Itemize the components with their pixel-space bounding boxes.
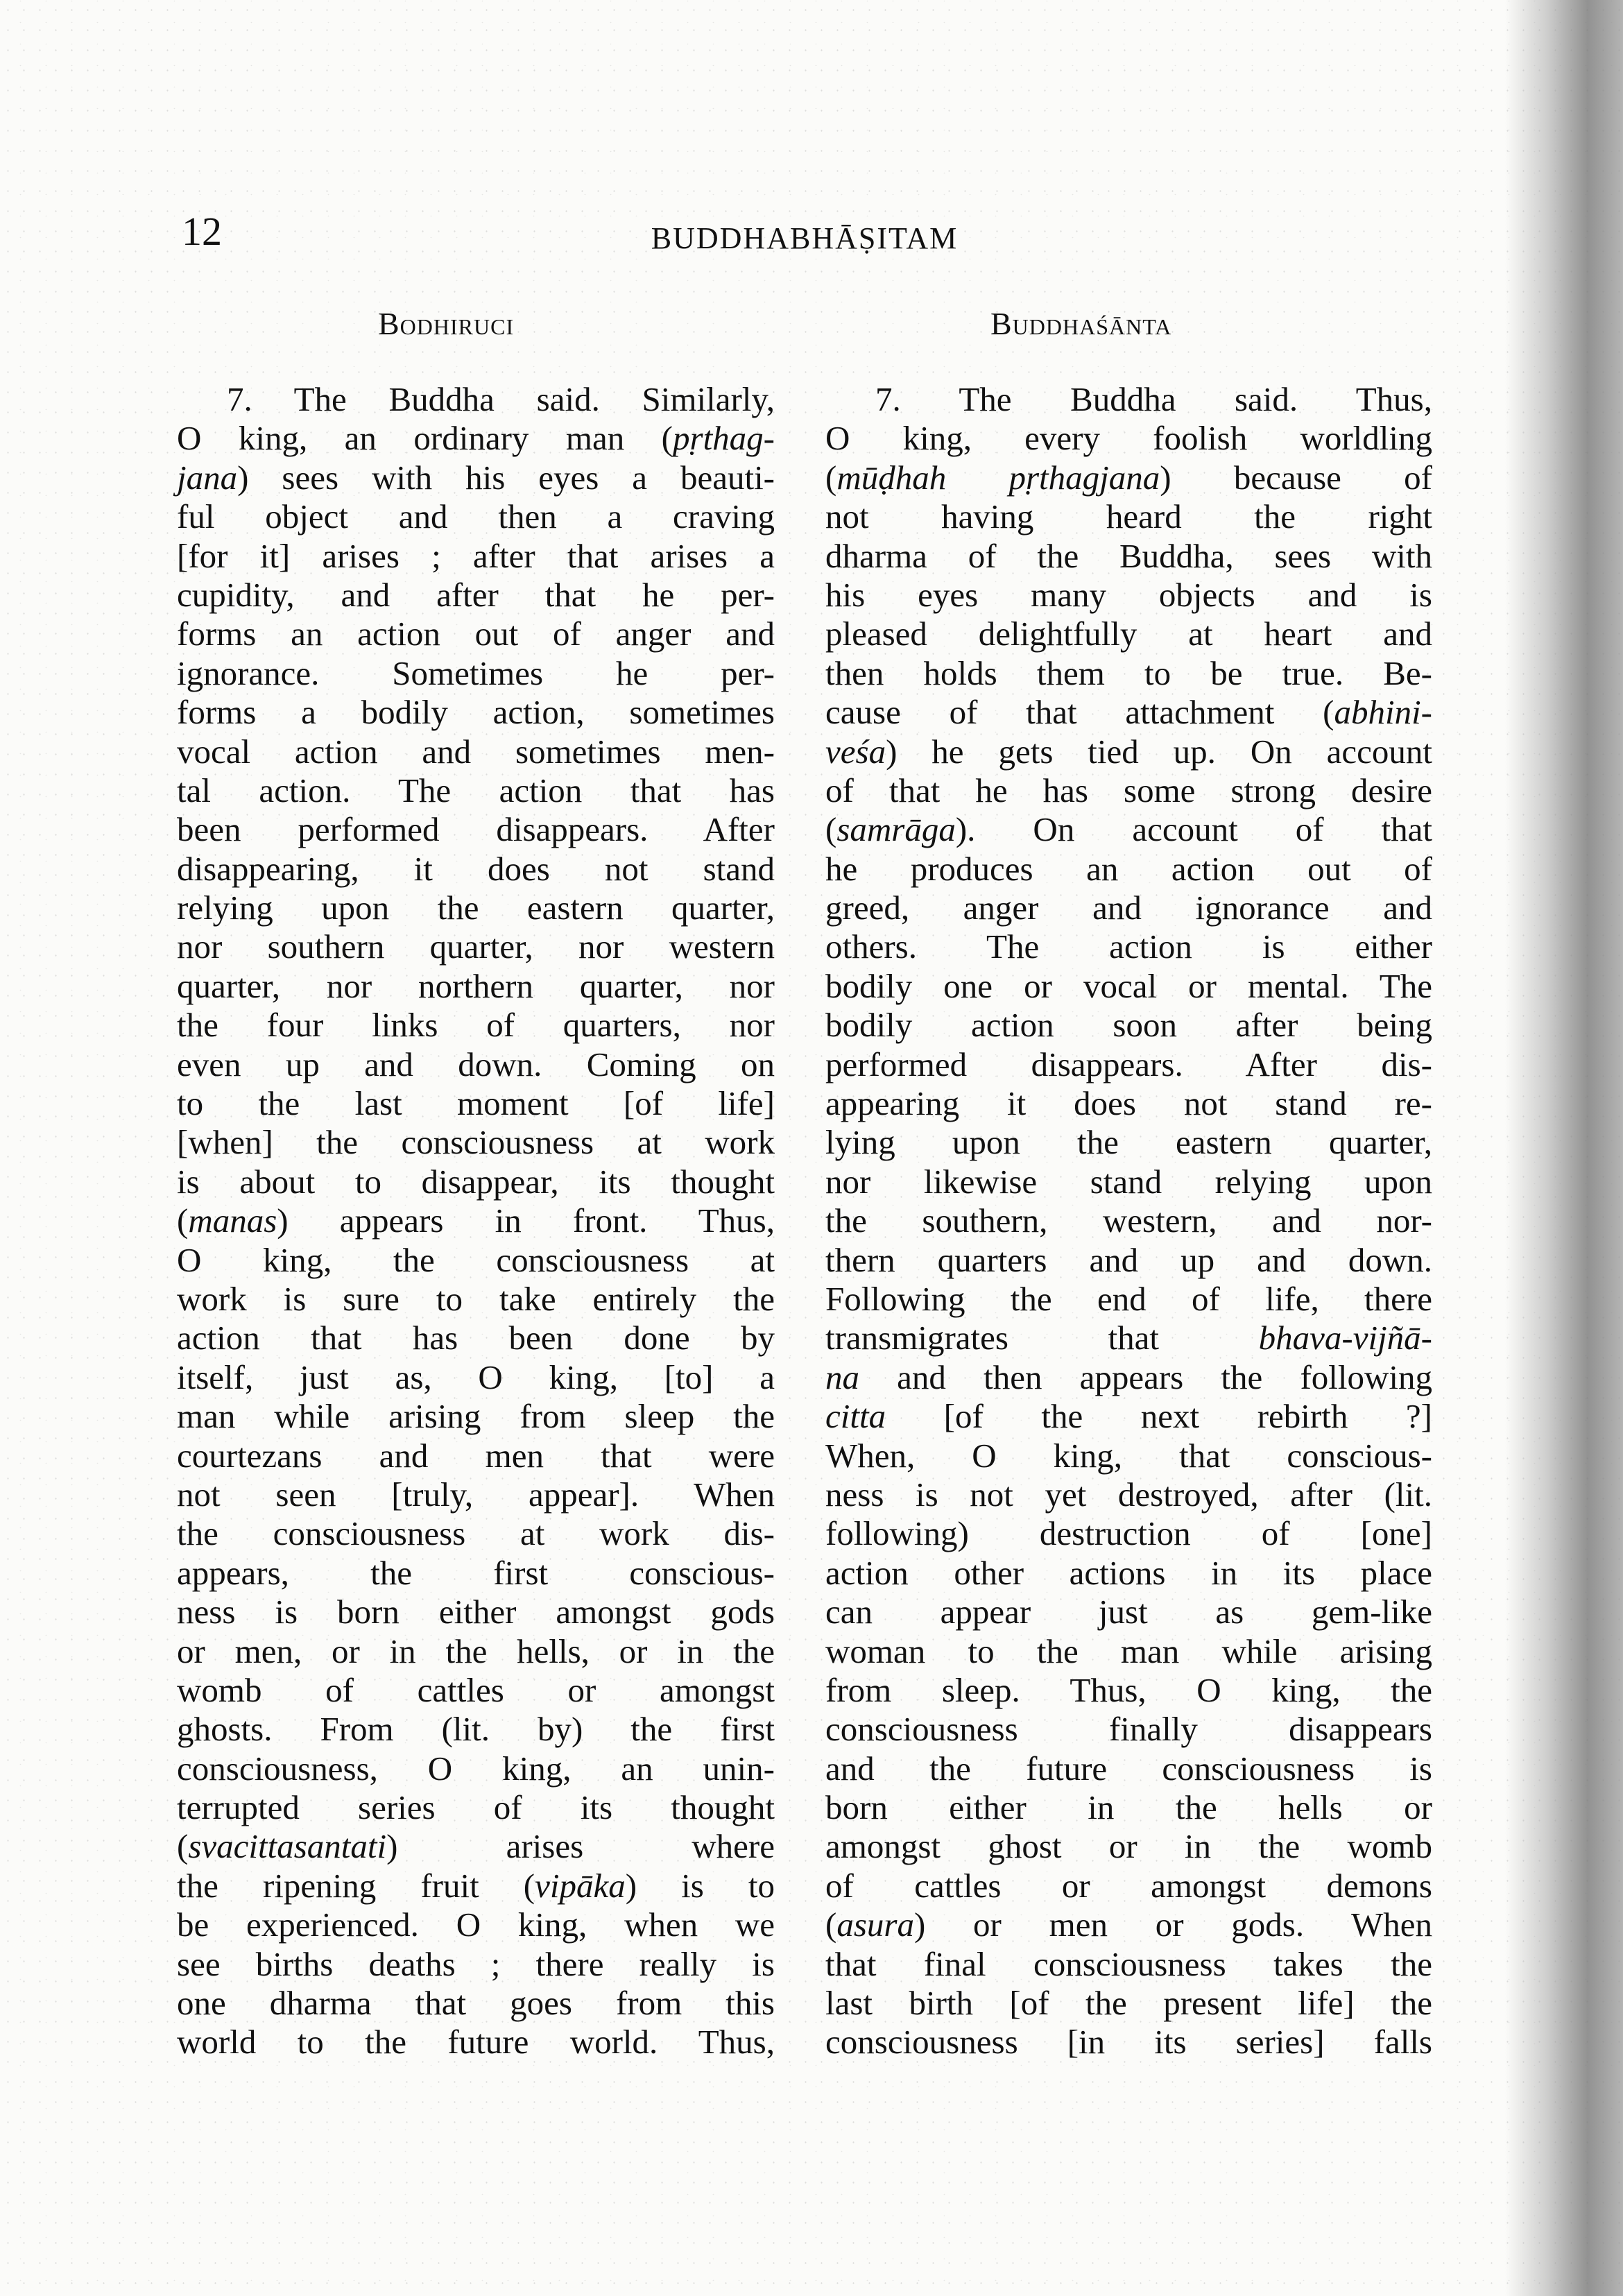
text-segment: vocal action and sometimes men-: [177, 732, 775, 771]
italic-term: abhini-: [1334, 693, 1432, 732]
text-segment: been performed disappears. After: [177, 810, 775, 849]
text-line: [825, 1867, 1432, 1905]
text-segment: ) is to: [625, 1866, 775, 1905]
text-segment: one dharma that goes from this: [177, 1984, 775, 2023]
column-heading-bodhiruci: Bodhiruci: [378, 306, 515, 341]
text-line: [825, 2023, 1432, 2062]
text-segment: and then appears the following: [859, 1357, 1432, 1396]
text-segment: thern quarters and up and down.: [825, 1240, 1432, 1279]
text-segment: that final consciousness takes the: [825, 1944, 1432, 1983]
text-line: [825, 1671, 1432, 1710]
text-line: [177, 927, 775, 966]
text-line: [177, 1749, 775, 1788]
text-line: [177, 1945, 775, 1984]
text-segment: to the last moment [of life]: [177, 1084, 775, 1123]
text-segment: forms an action out of anger and: [177, 615, 775, 653]
text-line: [825, 1358, 1432, 1397]
italic-term: manas: [188, 1201, 277, 1240]
page-number: 12: [182, 209, 222, 254]
text-segment: following) destruction of [one]: [825, 1514, 1432, 1553]
text-segment: bodily one or vocal or mental. The: [825, 966, 1432, 1005]
text-segment: amongst ghost or in the womb: [825, 1827, 1432, 1866]
text-segment: man while arising from sleep the: [177, 1397, 775, 1436]
text-segment: [for it] arises ; after that arises a: [177, 536, 775, 575]
text-segment: ) arises where: [386, 1827, 775, 1866]
text-line: [825, 1632, 1432, 1671]
text-line: [177, 1241, 775, 1280]
text-line: [177, 1084, 775, 1123]
text-line: [177, 615, 775, 653]
text-line: [825, 810, 1432, 849]
text-segment: he produces an action out of: [825, 849, 1432, 888]
text-segment: forms a bodily action, sometimes: [177, 693, 775, 732]
text-line: [177, 1593, 775, 1631]
text-segment: O king, every foolish worldling: [825, 419, 1432, 458]
text-line: [177, 654, 775, 693]
text-segment: (: [825, 458, 837, 497]
text-line: [825, 1123, 1432, 1162]
text-line: [177, 1319, 775, 1357]
text-segment: ). On account of that: [955, 810, 1432, 849]
text-line: [177, 1280, 775, 1319]
text-segment: or men, or in the hells, or in the: [177, 1631, 775, 1670]
text-segment: cause of that attachment (: [825, 693, 1334, 732]
text-line: [177, 1123, 775, 1162]
text-segment: is about to disappear, its thought: [177, 1162, 775, 1201]
italic-term: na: [825, 1357, 859, 1396]
text-line: [177, 1905, 775, 1944]
text-line: [177, 850, 775, 889]
text-segment: nor southern quarter, nor western: [177, 927, 775, 966]
text-line: [177, 1671, 775, 1710]
text-segment: O king, the consciousness at: [177, 1240, 775, 1279]
text-line: [177, 497, 775, 536]
text-line: [825, 1201, 1432, 1240]
text-line: [825, 1905, 1432, 1944]
text-segment: transmigrates that: [825, 1319, 1259, 1357]
text-line: [825, 1593, 1432, 1631]
italic-term: vipāka: [535, 1866, 626, 1905]
text-line: [177, 1045, 775, 1084]
italic-term: svacittasantati: [188, 1827, 387, 1866]
text-segment: Following the end of life, there: [825, 1279, 1432, 1318]
text-segment: itself, just as, O king, [to] a: [177, 1357, 775, 1396]
text-segment: of cattles or amongst demons: [825, 1866, 1432, 1905]
text-segment: ness is not yet destroyed, after (lit.: [825, 1475, 1432, 1514]
text-line: [825, 1749, 1432, 1788]
text-segment: even up and down. Coming on: [177, 1045, 775, 1083]
text-line: [825, 615, 1432, 653]
text-line: [177, 733, 775, 771]
text-line: [177, 576, 775, 615]
text-line: [177, 1201, 775, 1240]
text-line: [177, 1984, 775, 2023]
text-line: [177, 810, 775, 849]
text-segment: ) sees with his eyes a beauti-: [237, 458, 775, 497]
text-segment: see births deaths ; there really is: [177, 1944, 775, 1983]
text-segment: (: [177, 1827, 189, 1866]
text-line: [825, 497, 1432, 536]
text-line: [825, 1945, 1432, 1984]
text-segment: ghosts. From (lit. by) the first: [177, 1710, 775, 1749]
text-segment: woman to the man while arising: [825, 1631, 1432, 1670]
italic-term: bhava-vijñā-: [1258, 1319, 1432, 1357]
text-line: [825, 419, 1432, 458]
text-segment: of that he has some strong desire: [825, 771, 1432, 809]
italic-term: samrāga: [836, 810, 956, 849]
text-segment: then holds them to be true. Be-: [825, 653, 1432, 692]
text-segment: ) or men or gods. When: [913, 1905, 1432, 1944]
text-line: [177, 1475, 775, 1514]
text-line: [825, 1045, 1432, 1084]
text-segment: ignorance. Sometimes he per-: [177, 653, 775, 692]
text-segment: the consciousness at work dis-: [177, 1514, 775, 1553]
text-segment: not seen [truly, appear]. When: [177, 1475, 775, 1514]
text-line: [177, 967, 775, 1006]
text-line: [177, 459, 775, 497]
text-line: [177, 1788, 775, 1827]
text-segment: world to the future world. Thus,: [177, 2023, 775, 2062]
text-segment: pleased delightfully at heart and: [825, 615, 1432, 653]
italic-term: veśa: [825, 732, 886, 771]
italic-term: citta: [825, 1397, 886, 1436]
text-segment: greed, anger and ignorance and: [825, 889, 1432, 927]
text-line: [825, 889, 1432, 927]
text-segment: bodily action soon after being: [825, 1006, 1432, 1045]
text-segment: cupidity, and after that he per-: [177, 575, 775, 614]
text-line: [825, 537, 1432, 576]
text-line: [825, 1437, 1432, 1475]
text-segment: 7. The Buddha said. Thus,: [875, 380, 1432, 418]
text-segment: not having heard the right: [825, 497, 1432, 536]
text-line: [177, 1867, 775, 1905]
running-title: [0, 221, 1623, 256]
text-segment: ) he gets tied up. On account: [886, 732, 1432, 771]
text-segment: lying upon the eastern quarter,: [825, 1123, 1432, 1162]
text-line: [825, 1084, 1432, 1123]
text-line: [825, 1984, 1432, 2023]
text-segment: disappearing, it does not stand: [177, 849, 775, 888]
text-segment: [when] the consciousness at work: [177, 1123, 775, 1162]
text-line: [177, 1514, 775, 1553]
text-segment: work is sure to take entirely the: [177, 1279, 775, 1318]
text-segment: quarter, nor northern quarter, nor: [177, 966, 775, 1005]
text-segment: courtezans and men that were: [177, 1436, 775, 1475]
text-segment: ness is born either amongst gods: [177, 1593, 775, 1631]
text-line: [825, 1280, 1432, 1319]
text-segment: 7. The Buddha said. Similarly,: [227, 380, 775, 418]
text-segment: and the future consciousness is: [825, 1749, 1432, 1788]
text-line: [825, 1241, 1432, 1280]
text-line: [177, 1632, 775, 1671]
text-line: [825, 380, 1432, 419]
text-line: [177, 1827, 775, 1866]
text-line: [825, 967, 1432, 1006]
text-segment: When, O king, that conscious-: [825, 1436, 1432, 1475]
text-segment: can appear just as gem-like: [825, 1593, 1432, 1631]
text-line: [825, 1554, 1432, 1593]
text-segment: the four links of quarters, nor: [177, 1006, 775, 1045]
text-line: [177, 889, 775, 927]
text-segment: nor likewise stand relying upon: [825, 1162, 1432, 1201]
text-segment: appears, the first conscious-: [177, 1553, 775, 1592]
text-segment: born either in the hells or: [825, 1788, 1432, 1827]
text-segment: ful object and then a craving: [177, 497, 775, 536]
text-line: [177, 1437, 775, 1475]
text-line: [825, 733, 1432, 771]
text-segment: relying upon the eastern quarter,: [177, 889, 775, 927]
column-heading-buddhasanta: Buddhaśānta: [990, 306, 1172, 341]
column-bodhiruci: [177, 380, 775, 2062]
text-segment: last birth [of the present life] the: [825, 1984, 1432, 2023]
text-line: [177, 1163, 775, 1201]
text-segment: be experienced. O king, when we: [177, 1905, 775, 1944]
text-segment: (: [177, 1201, 189, 1240]
text-segment: ) because of: [1160, 458, 1432, 497]
text-segment: his eyes many objects and is: [825, 575, 1432, 614]
text-segment: [of the next rebirth ?]: [886, 1397, 1432, 1436]
text-segment: appearing it does not stand re-: [825, 1084, 1432, 1123]
text-segment: consciousness [in its series] falls: [825, 2023, 1432, 2062]
text-line: [825, 576, 1432, 615]
text-line: [825, 1397, 1432, 1436]
text-line: [177, 1397, 775, 1436]
italic-term: pṛthag-: [673, 419, 775, 458]
text-segment: ) appears in front. Thus,: [277, 1201, 775, 1240]
text-segment: action other actions in its place: [825, 1553, 1432, 1592]
text-line: [825, 1163, 1432, 1201]
text-line: [825, 1788, 1432, 1827]
text-segment: the southern, western, and nor-: [825, 1201, 1432, 1240]
text-line: [825, 1827, 1432, 1866]
text-segment: womb of cattles or amongst: [177, 1670, 775, 1709]
text-segment: (: [825, 1905, 837, 1944]
italic-term: jana: [177, 458, 238, 497]
italic-term: asura: [836, 1905, 914, 1944]
text-segment: others. The action is either: [825, 927, 1432, 966]
text-line: [177, 1358, 775, 1397]
text-line: [825, 1319, 1432, 1357]
text-line: [177, 2023, 775, 2062]
text-segment: (: [825, 810, 837, 849]
text-segment: terrupted series of its thought: [177, 1788, 775, 1827]
italic-term: mūḍhah pṛthagjana: [836, 458, 1160, 497]
text-line: [177, 537, 775, 576]
text-line: [825, 693, 1432, 732]
text-line: [825, 459, 1432, 497]
text-line: [825, 1475, 1432, 1514]
text-line: [177, 693, 775, 732]
text-line: [825, 850, 1432, 889]
text-segment: dharma of the Buddha, sees with: [825, 536, 1432, 575]
text-segment: consciousness finally disappears: [825, 1710, 1432, 1749]
text-line: [825, 1514, 1432, 1553]
text-line: [177, 771, 775, 810]
text-line: [825, 771, 1432, 810]
text-segment: O king, an ordinary man (: [177, 419, 673, 458]
text-line: [825, 1006, 1432, 1045]
running-title-text: BUDDHABHĀṢITAM: [651, 221, 959, 255]
text-segment: performed disappears. After dis-: [825, 1045, 1432, 1083]
text-line: [177, 1710, 775, 1749]
text-line: [825, 927, 1432, 966]
column-buddhasanta: [825, 380, 1432, 2062]
text-line: [177, 1006, 775, 1045]
text-segment: consciousness, O king, an unin-: [177, 1749, 775, 1788]
text-segment: the ripening fruit (: [177, 1866, 535, 1905]
text-line: [825, 1710, 1432, 1749]
text-segment: from sleep. Thus, O king, the: [825, 1670, 1432, 1709]
text-line: [177, 1554, 775, 1593]
text-line: [825, 654, 1432, 693]
text-segment: tal action. The action that has: [177, 771, 775, 809]
page-edge-shadow: [1505, 0, 1623, 2296]
text-segment: action that has been done by: [177, 1319, 775, 1357]
text-line: [177, 419, 775, 458]
text-line: [177, 380, 775, 419]
